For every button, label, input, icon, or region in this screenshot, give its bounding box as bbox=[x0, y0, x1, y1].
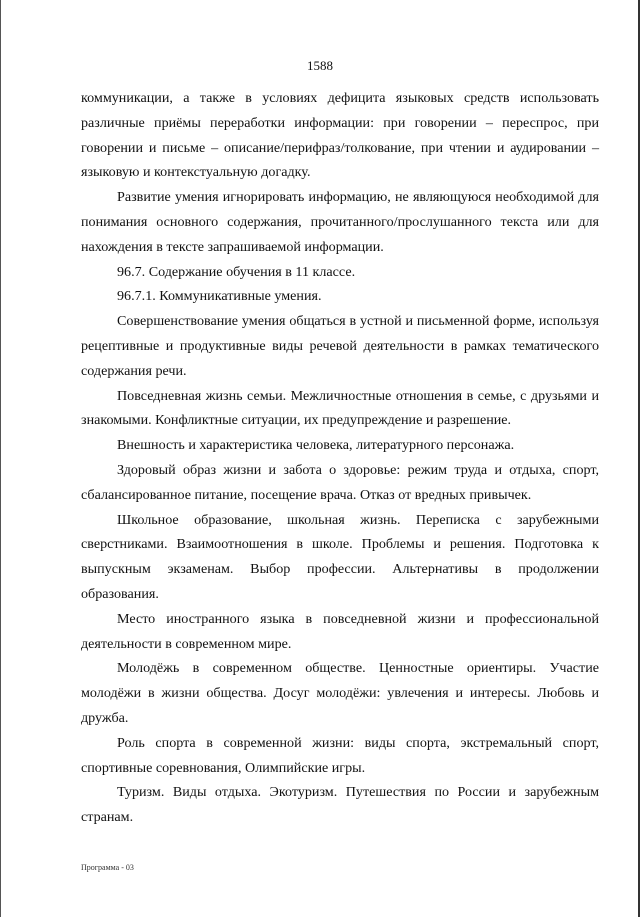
paragraph: Место иностранного языка в повседневной жизни и профессиональной деятельности в современном мире. bbox=[81, 610, 599, 652]
body-text bbox=[81, 86, 599, 830]
paragraph: Молодёжь в современном обществе. Ценностные ориентиры. Участие молодёжи в жизни общества. Досуг молодёжи: увлечения и интересы. Любовь и дружба. bbox=[81, 660, 599, 726]
subsection-heading: 96.7.1. Коммуникативные умения. bbox=[117, 288, 322, 305]
scan-edge-left bbox=[0, 0, 1, 917]
paragraph: Роль спорта в современной жизни: виды спорта, экстремальный спорт, спортивные соревнования, Олимпийские игры. bbox=[81, 734, 599, 776]
page-number: 1588 bbox=[307, 58, 333, 73]
paragraph: Внешность и характеристика человека, литературного персонажа. bbox=[117, 437, 515, 454]
paragraph: Туризм. Виды отдыха. Экотуризм. Путешествия по России и зарубежным странам. bbox=[81, 784, 599, 826]
footer-note: Программа - 03 bbox=[81, 863, 134, 872]
section-heading: 96.7. Содержание обучения в 11 классе. bbox=[117, 263, 356, 280]
paragraph: Повседневная жизнь семьи. Межличностные отношения в семье, с друзьями и знакомыми. Конфликтные ситуации, их предупреждение и разрешение. bbox=[81, 387, 599, 429]
paragraph: коммуникации, а также в условиях дефицита языковых средств использовать различные приёмы переработки информации: при говорении – переспрос, при говорении и письме – описание/перифраз/толкование, при чтении и аудировании – языковую и контекстуальную догадку. bbox=[81, 90, 599, 181]
paragraph: Совершенствование умения общаться в устной и письменной форме, используя рецептивные и продуктивные виды речевой деятельности в рамках тематического содержания речи. bbox=[81, 313, 599, 379]
paragraph: Школьное образование, школьная жизнь. Переписка с зарубежными сверстниками. Взаимоотношения в школе. Проблемы и решения. Подготовка к выпускным экзаменам. Выбор профессии. Альтернативы в продолжении образования. bbox=[81, 511, 599, 602]
paragraph: Развитие умения игнорировать информацию, не являющуюся необходимой для понимания основного содержания, прочитанного/прослушанного текста или для нахождения в тексте запрашиваемой информации. bbox=[81, 189, 599, 255]
paragraph: Здоровый образ жизни и забота о здоровье: режим труда и отдыха, спорт, сбалансированное питание, посещение врача. Отказ от вредных привычек. bbox=[81, 461, 599, 503]
